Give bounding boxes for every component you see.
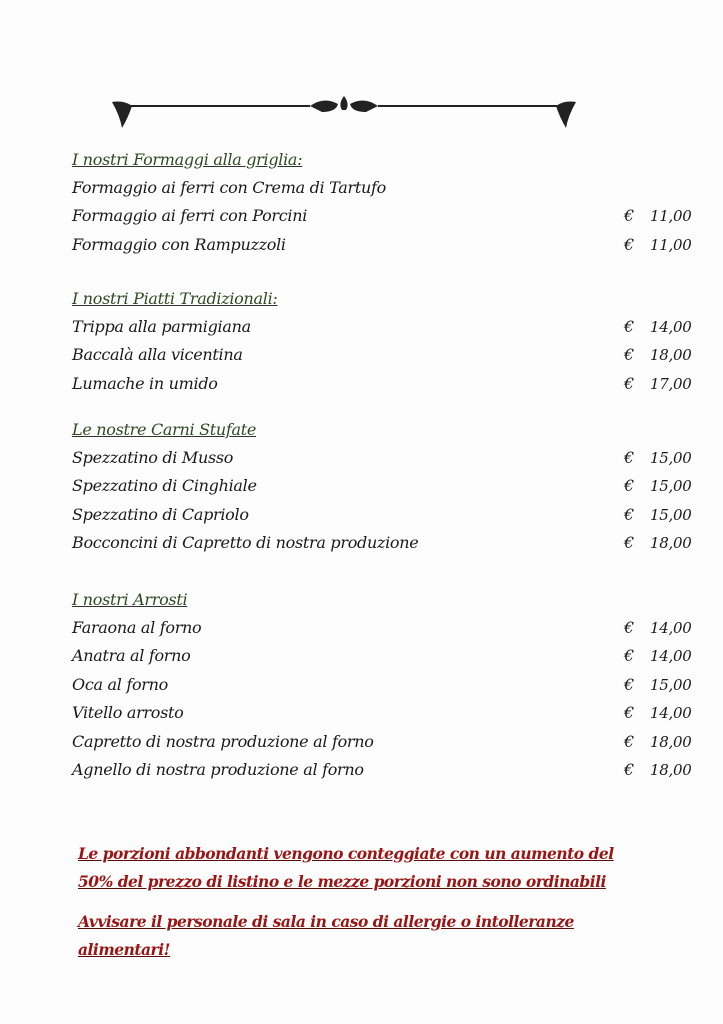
section-formaggi (72, 146, 702, 259)
item-name: Spezzatino di Cinghiale (72, 476, 257, 496)
item-name: Anatra al forno (72, 646, 191, 666)
item-price: 15,00 (650, 449, 692, 467)
section-carni-stufate (72, 416, 702, 558)
currency: € (624, 646, 634, 666)
section-arrosti (72, 586, 702, 784)
section-heading: Le nostre Carni Stufate (72, 420, 257, 439)
item-name: Formaggio ai ferri con Porcini (72, 206, 308, 226)
item-name: Spezzatino di Musso (72, 448, 234, 467)
menu-item (72, 370, 702, 398)
currency: € (624, 618, 634, 637)
menu-item (72, 756, 702, 784)
currency: € (624, 674, 634, 694)
item-price: 18,00 (650, 760, 692, 779)
menu-item (72, 614, 702, 642)
currency: € (624, 533, 634, 553)
menu-item (72, 728, 702, 756)
item-name: Vitello arrosto (72, 703, 184, 723)
item-name: Oca al forno (72, 674, 168, 694)
item-price: 14,00 (650, 704, 692, 723)
item-name: Agnello di nostra produzione al forno (72, 759, 364, 779)
item-name: Lumache in umido (72, 373, 218, 393)
menu-item (72, 174, 702, 202)
menu-item (72, 444, 702, 472)
menu-item (72, 699, 702, 727)
section-heading: I nostri Formaggi alla griglia: (72, 150, 303, 169)
currency: € (624, 703, 634, 723)
menu-item (72, 529, 702, 557)
item-price: 14,00 (650, 318, 692, 336)
currency: € (624, 448, 634, 467)
currency: € (624, 317, 634, 336)
menu-item (72, 501, 702, 529)
item-name: Capretto di nostra produzione al forno (72, 731, 374, 751)
portion-note: Le porzioni abbondanti vengono conteggiate con un aumento del 50% del prezzo di listino e le mezze porzioni non sono ordinabili (78, 844, 614, 891)
item-price: 18,00 (650, 732, 692, 751)
menu-item (72, 472, 702, 500)
item-name: Baccalà alla vicentina (72, 345, 243, 365)
menu-item (72, 671, 702, 699)
item-price: 11,00 (650, 207, 692, 226)
item-price: 11,00 (650, 235, 692, 254)
item-name: Spezzatino di Capriolo (72, 504, 249, 524)
item-price: 15,00 (650, 477, 692, 496)
decorative-divider-ornament (110, 96, 578, 132)
item-price: 15,00 (650, 675, 692, 694)
currency: € (624, 234, 634, 254)
item-name: Faraona al forno (72, 618, 202, 637)
item-price: 17,00 (650, 374, 692, 393)
currency: € (624, 731, 634, 751)
menu-item (72, 341, 702, 369)
section-piatti-tradizionali (72, 285, 702, 398)
currency: € (624, 759, 634, 779)
item-price: 18,00 (650, 534, 692, 553)
section-heading: I nostri Arrosti (72, 590, 188, 609)
menu-item (72, 202, 702, 230)
menu-item (72, 313, 702, 341)
currency: € (624, 476, 634, 496)
item-name: Formaggio ai ferri con Crema di Tartufo (72, 178, 386, 197)
currency: € (624, 373, 634, 393)
currency: € (624, 345, 634, 365)
item-price: 18,00 (650, 346, 692, 365)
section-heading: I nostri Piatti Tradizionali: (72, 289, 278, 308)
item-price: 14,00 (650, 647, 692, 666)
item-name: Trippa alla parmigiana (72, 317, 251, 336)
item-price: 14,00 (650, 619, 692, 637)
item-name: Formaggio con Rampuzzoli (72, 234, 286, 254)
item-price: 15,00 (650, 505, 692, 524)
currency: € (624, 206, 634, 226)
currency: € (624, 504, 634, 524)
menu-item (72, 231, 702, 259)
item-name: Bocconcini di Capretto di nostra produzione (72, 533, 419, 553)
allergy-note: Avvisare il personale di sala in caso di allergie o intolleranze alimentari! (78, 912, 574, 959)
menu-item (72, 642, 702, 670)
